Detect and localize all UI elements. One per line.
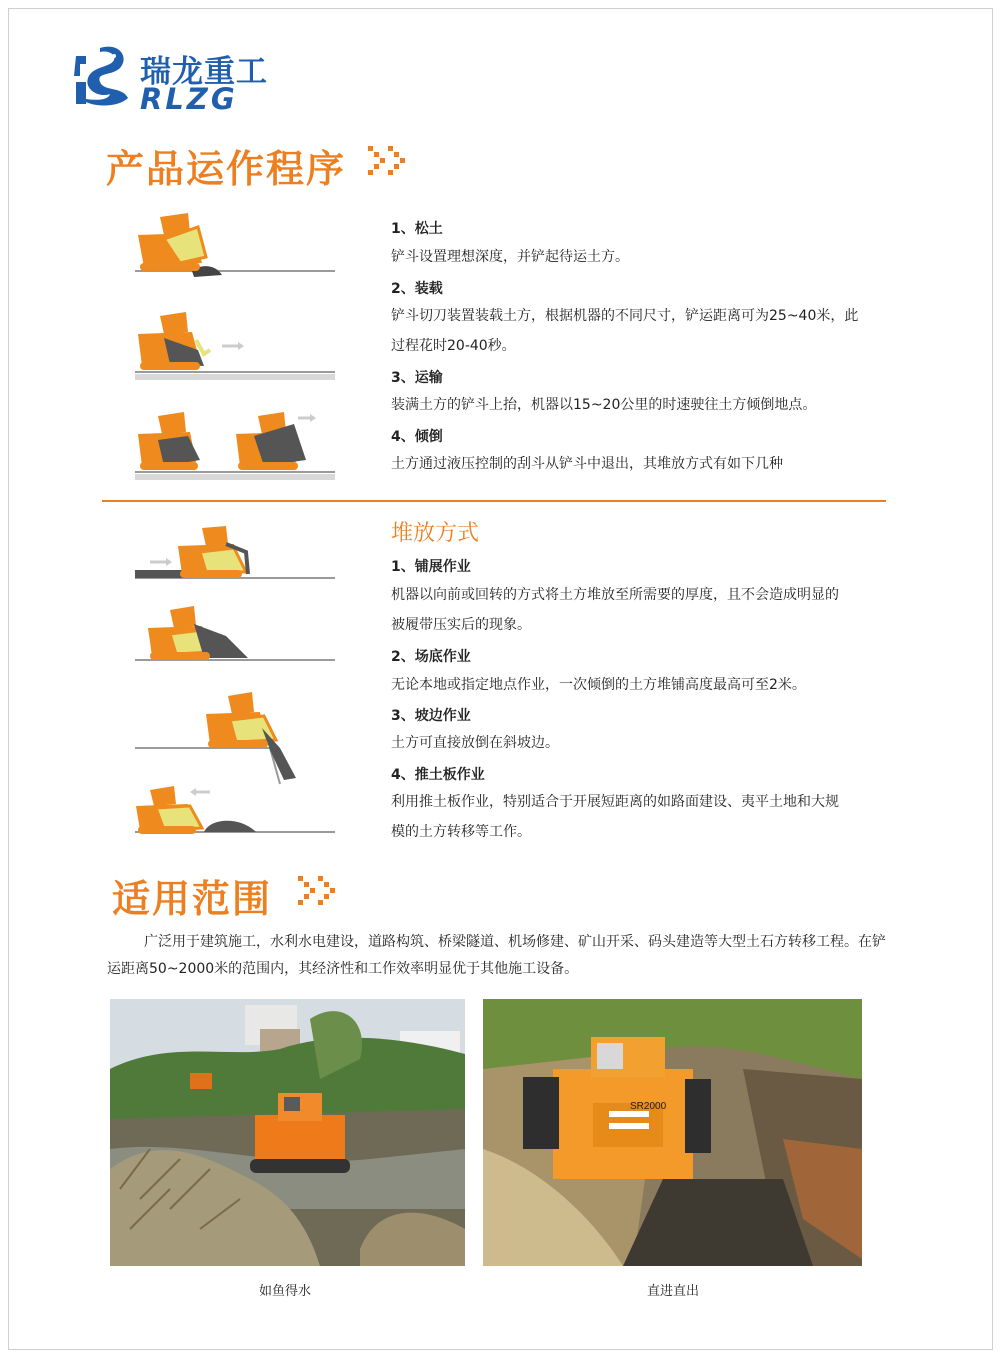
section-heading-applications (112, 868, 272, 923)
step-text: 铲斗切刀装置装载土方，根据机器的不同尺寸，铲运距离可为25~40米，此过程花时20-40秒。 (391, 308, 859, 354)
mode-text: 无论本地或指定地点作业，一次倾倒的土方堆铺高度最高可至2米。 (391, 677, 806, 693)
step-text: 土方通过液压控制的刮斗从铲斗中退出，其堆放方式有如下几种 (391, 456, 783, 472)
section-title: 适用范围 (112, 877, 273, 921)
mode-title: 4、推土板作业 (391, 767, 485, 783)
subsection-title: 堆放方式 (391, 521, 480, 546)
photo-trench-work (483, 999, 862, 1266)
photo-swamp-work (110, 999, 465, 1266)
logo-chinese: 瑞龙重工 (140, 54, 268, 90)
mode-title: 2、场底作业 (391, 649, 471, 665)
step-title: 1、松土 (391, 221, 443, 237)
machine-label: SR2000 (630, 1101, 667, 1112)
mode-text: 土方可直接放倒在斜坡边。 (391, 735, 559, 751)
step-title: 2、装载 (391, 281, 443, 297)
mode-text: 机器以向前或回转的方式将土方堆放至所需要的厚度，且不会造成明显的被履带压实后的现象。 (391, 587, 839, 633)
applications-paragraph: 广泛用于建筑施工，水利水电建设，道路构筑、桥梁隧道、机场修建、矿山开采、码头建造等大型土石方转移工程。在铲运距离50~2000米的范围内，其经济性和工作效率明显优于其他施工设备。 (107, 934, 886, 977)
section-divider (102, 500, 886, 502)
section-heading-operation (106, 138, 346, 193)
illustration-spreading (130, 522, 340, 586)
mode-title: 3、坡边作业 (391, 708, 471, 724)
double-chevron-icon (368, 144, 412, 178)
illustration-loosening (130, 205, 340, 285)
logo-english: RLZG (140, 82, 238, 116)
illustration-dozer-blade (130, 780, 340, 840)
mode-title: 1、铺展作业 (391, 559, 471, 575)
dragon-icon (70, 42, 134, 110)
step-title: 3、运输 (391, 370, 443, 386)
mode-text: 利用推土板作业，特别适合于开展短距离的如路面建设、夷平土地和大规模的土方转移等工作。 (391, 794, 839, 840)
photo-caption: 如鱼得水 (258, 1284, 311, 1299)
company-logo (70, 42, 280, 116)
step-text: 铲斗设置理想深度，并铲起待运土方。 (391, 249, 629, 265)
step-text: 装满土方的铲斗上抬，机器以15~20公里的时速驶往土方倾倒地点。 (391, 397, 817, 413)
illustration-transport (130, 410, 340, 482)
section-title: 产品运作程序 (106, 147, 347, 191)
illustration-ground-dump (130, 600, 340, 666)
photo-caption: 直进直出 (646, 1284, 699, 1299)
illustration-loading (130, 310, 340, 382)
step-title: 4、倾倒 (391, 429, 443, 445)
illustration-slope-dump (130, 688, 340, 788)
double-chevron-icon (298, 874, 342, 908)
